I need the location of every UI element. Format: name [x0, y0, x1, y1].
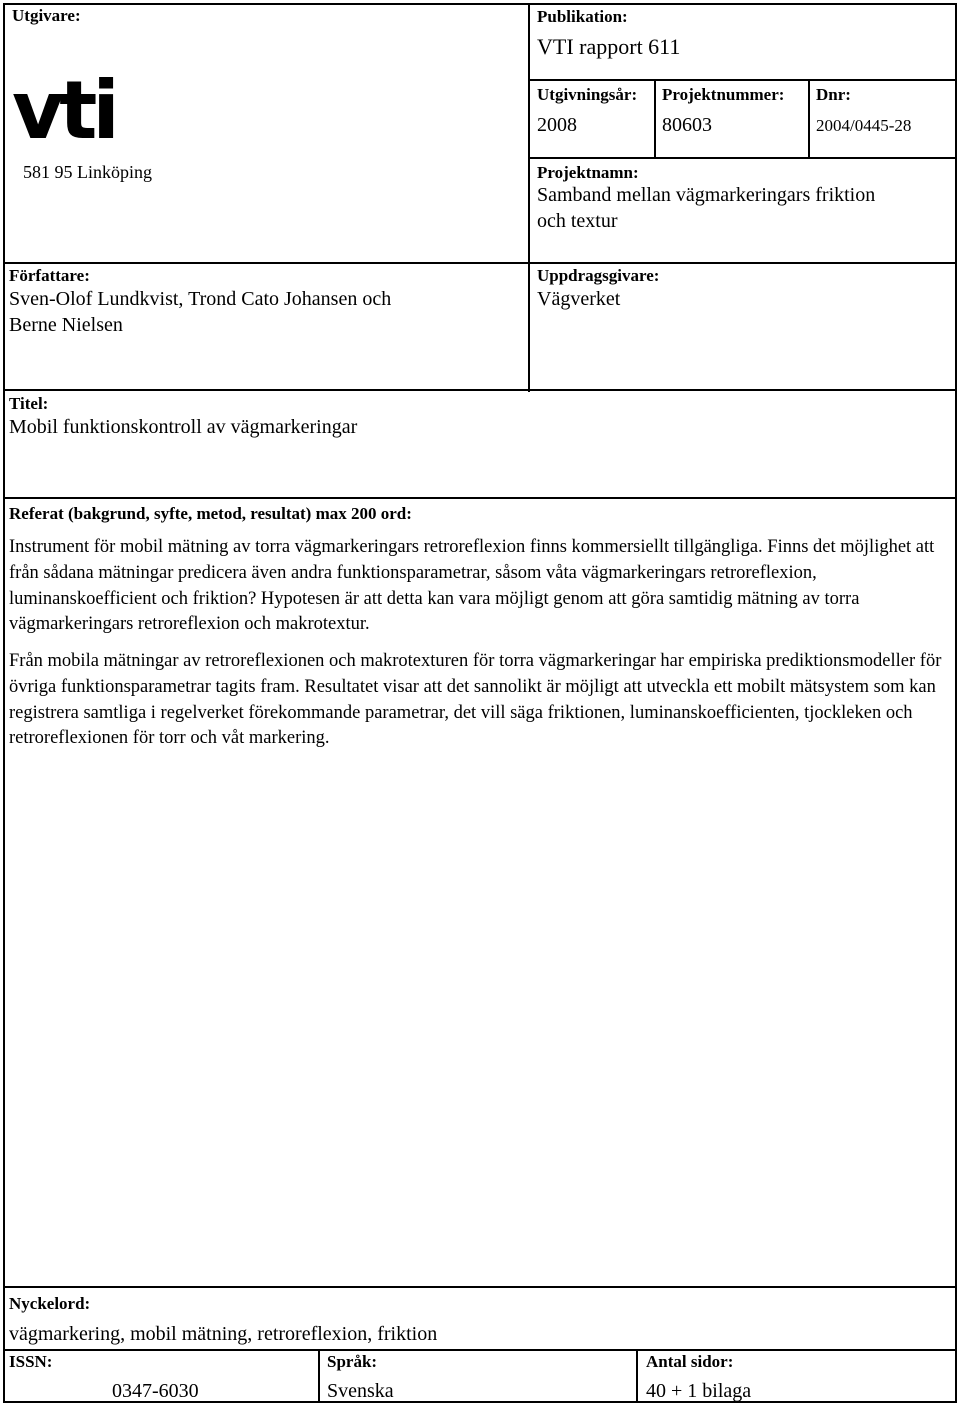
project-name-line2: och textur [537, 210, 618, 232]
divider-abstract [3, 497, 957, 499]
abstract-label: Referat (bakgrund, syfte, metod, resultat) max 200 ord: [9, 504, 412, 523]
divider-publication [528, 79, 957, 81]
publication-label: Publikation: [537, 7, 628, 26]
year-label: Utgivningsår: [537, 85, 638, 104]
authors-label: Författare: [9, 266, 90, 285]
abstract-paragraph-2: Från mobila mätningar av retroreflexionen och makrotexturen för torra vägmarkeringar har empiriska prediktionsmodeller för övriga funktionsparametrar tagits fram. Resultatet visar att det sannolikt är möjligt att utveckla ett mobilt mätsystem som kan registrera samtliga i regelverket förekommande parametrar, det vill säga friktionen, luminanskoefficienten, tjockleken och retroreflexionen för torr och våt markering. [9, 651, 942, 749]
client-label: Uppdragsgivare: [537, 266, 660, 285]
keywords-label: Nyckelord: [9, 1294, 91, 1313]
divider-keywords [3, 1286, 957, 1288]
divider-issn-language [318, 1349, 320, 1403]
dnr-label: Dnr: [816, 85, 851, 104]
divider-meta-row [528, 157, 957, 159]
keywords-value: vägmarkering, mobil mätning, retroreflexion, friktion [9, 1323, 438, 1345]
year-value: 2008 [537, 114, 577, 136]
divider-language-pages [636, 1349, 638, 1403]
pages-label: Antal sidor: [646, 1352, 734, 1371]
publisher-label: Utgivare: [12, 6, 81, 25]
publisher-address: 581 95 Linköping [23, 162, 152, 182]
project-number-label: Projektnummer: [662, 85, 785, 104]
report-title: Mobil funktionskontroll av vägmarkeringar [9, 416, 358, 438]
divider-year-projnum [654, 79, 656, 159]
authors-line1: Sven-Olof Lundkvist, Trond Cato Johansen och [9, 288, 392, 310]
project-name-label: Projektnamn: [537, 163, 639, 182]
divider-title [3, 389, 957, 391]
issn-label: ISSN: [9, 1352, 53, 1371]
dnr-value: 2004/0445-28 [816, 116, 912, 135]
divider-authors [3, 262, 957, 264]
divider-bottom-row [3, 1349, 957, 1351]
authors-line2: Berne Nielsen [9, 314, 123, 336]
divider-top-vertical [528, 3, 530, 392]
project-number-value: 80603 [662, 114, 712, 136]
abstract-paragraph-1: Instrument för mobil mätning av torra vägmarkeringars retroreflexion finns kommersiellt tillgängliga. Finns det möjlighet att från sådana mätningar predicera även andra funktionsparametrar, såsom våta vägmarkeringars retroreflexion, luminanskoefficient och friktion? Hypotesen är att detta kan vara möjligt genom att göra samtidig mätning av torra vägmarkeringars retroreflexion och makrotextur. [9, 537, 935, 635]
vti-logo: vti [12, 64, 115, 157]
language-label: Språk: [327, 1352, 378, 1371]
divider-projnum-dnr [808, 79, 810, 159]
title-label: Titel: [9, 394, 49, 413]
project-name-line1: Samband mellan vägmarkeringars friktion [537, 184, 876, 206]
pages-value: 40 + 1 bilaga [646, 1380, 752, 1402]
language-value: Svenska [327, 1380, 394, 1402]
client-value: Vägverket [537, 288, 621, 310]
publication-value: VTI rapport 611 [537, 34, 681, 59]
issn-value: 0347-6030 [112, 1380, 199, 1402]
